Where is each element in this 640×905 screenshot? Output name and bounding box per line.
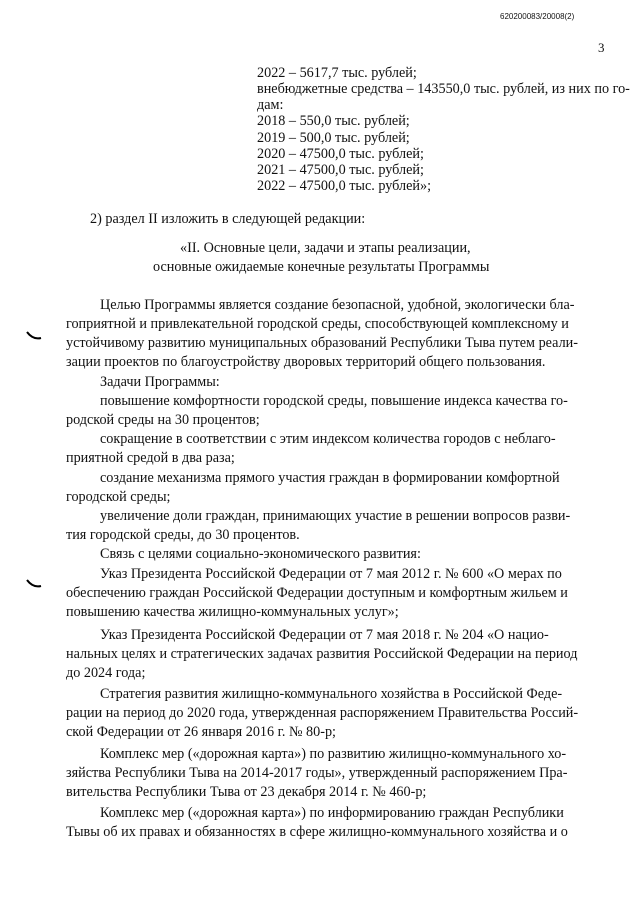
body-line: Комплекс мер («дорожная карта») по информированию граждан Республики <box>100 805 564 821</box>
body-line: Целью Программы является создание безопасной, удобной, экологически бла- <box>100 297 575 313</box>
funding-line: 2018 – 550,0 тыс. рублей; <box>257 113 410 129</box>
body-line: Тывы об их правах и обязанностях в сфере жилищно-коммунального хозяйства и о <box>66 824 568 840</box>
body-line: устойчивому развитию муниципальных образований Республики Тыва путем реали- <box>66 335 578 351</box>
body-line: Комплекс мер («дорожная карта») по развитию жилищно-коммунального хо- <box>100 746 567 762</box>
section-heading: «II. Основные цели, задачи и этапы реализации, <box>180 240 471 256</box>
body-line: Связь с целями социально-экономического развития: <box>100 546 421 562</box>
page-number: 3 <box>598 40 605 55</box>
binding-mark-icon <box>26 330 42 342</box>
body-line: Указ Президента Российской Федерации от 7 мая 2012 г. № 600 «О мерах по <box>100 566 562 582</box>
body-line: Стратегия развития жилищно-коммунального хозяйства в Российской Феде- <box>100 686 563 702</box>
body-line: сокращение в соответствии с этим индексом количества городов с неблаго- <box>100 431 556 447</box>
body-line: Задачи Программы: <box>100 374 220 390</box>
document-number: 620200083/20008(2) <box>500 12 575 21</box>
body-line: нальных целях и стратегических задачах развития Российской Федерации на период <box>66 646 578 662</box>
funding-line: 2021 – 47500,0 тыс. рублей; <box>257 162 424 178</box>
body-line: до 2024 года; <box>66 665 146 681</box>
binding-mark-icon <box>26 578 42 590</box>
funding-line: 2020 – 47500,0 тыс. рублей; <box>257 146 424 162</box>
funding-line: 2022 – 47500,0 тыс. рублей»; <box>257 178 432 194</box>
funding-line: 2019 – 500,0 тыс. рублей; <box>257 130 410 146</box>
body-line: рации на период до 2020 года, утвержденная распоряжением Правительства Россий- <box>66 705 579 721</box>
funding-line: дам: <box>257 97 284 113</box>
body-line: повышению качества жилищно-коммунальных услуг»; <box>66 604 399 620</box>
instruction-text: 2) раздел II изложить в следующей редакции: <box>90 211 366 227</box>
body-line: родской среды на 30 процентов; <box>66 412 260 428</box>
funding-line: 2022 – 5617,7 тыс. рублей; <box>257 65 417 81</box>
funding-line: внебюджетные средства – 143550,0 тыс. рублей, из них по го- <box>257 81 630 97</box>
body-line: создание механизма прямого участия граждан в формировании комфортной <box>100 470 560 486</box>
body-line: приятной средой в два раза; <box>66 450 235 466</box>
body-line: Указ Президента Российской Федерации от 7 мая 2018 г. № 204 «О нацио- <box>100 627 549 643</box>
body-line: ской Федерации от 26 января 2016 г. № 80-р; <box>66 724 336 740</box>
body-line: вительства Республики Тыва от 23 декабря 2014 г. № 460-р; <box>66 784 427 800</box>
section-heading: основные ожидаемые конечные результаты Программы <box>153 259 490 275</box>
body-line: увеличение доли граждан, принимающих участие в решении вопросов разви- <box>100 508 571 524</box>
body-line: повышение комфортности городской среды, повышение индекса качества го- <box>100 393 568 409</box>
body-line: обеспечению граждан Российской Федерации доступным и комфортным жильем и <box>66 585 568 601</box>
body-line: гоприятной и привлекательной городской среды, способствующей комплексному и <box>66 316 569 332</box>
body-line: зяйства Республики Тыва на 2014-2017 годы», утвержденный распоряжением Пра- <box>66 765 568 781</box>
body-line: городской среды; <box>66 489 171 505</box>
body-line: зации проектов по благоустройству дворовых территорий общего пользования. <box>66 354 546 370</box>
body-line: тия городской среды, до 30 процентов. <box>66 527 300 543</box>
